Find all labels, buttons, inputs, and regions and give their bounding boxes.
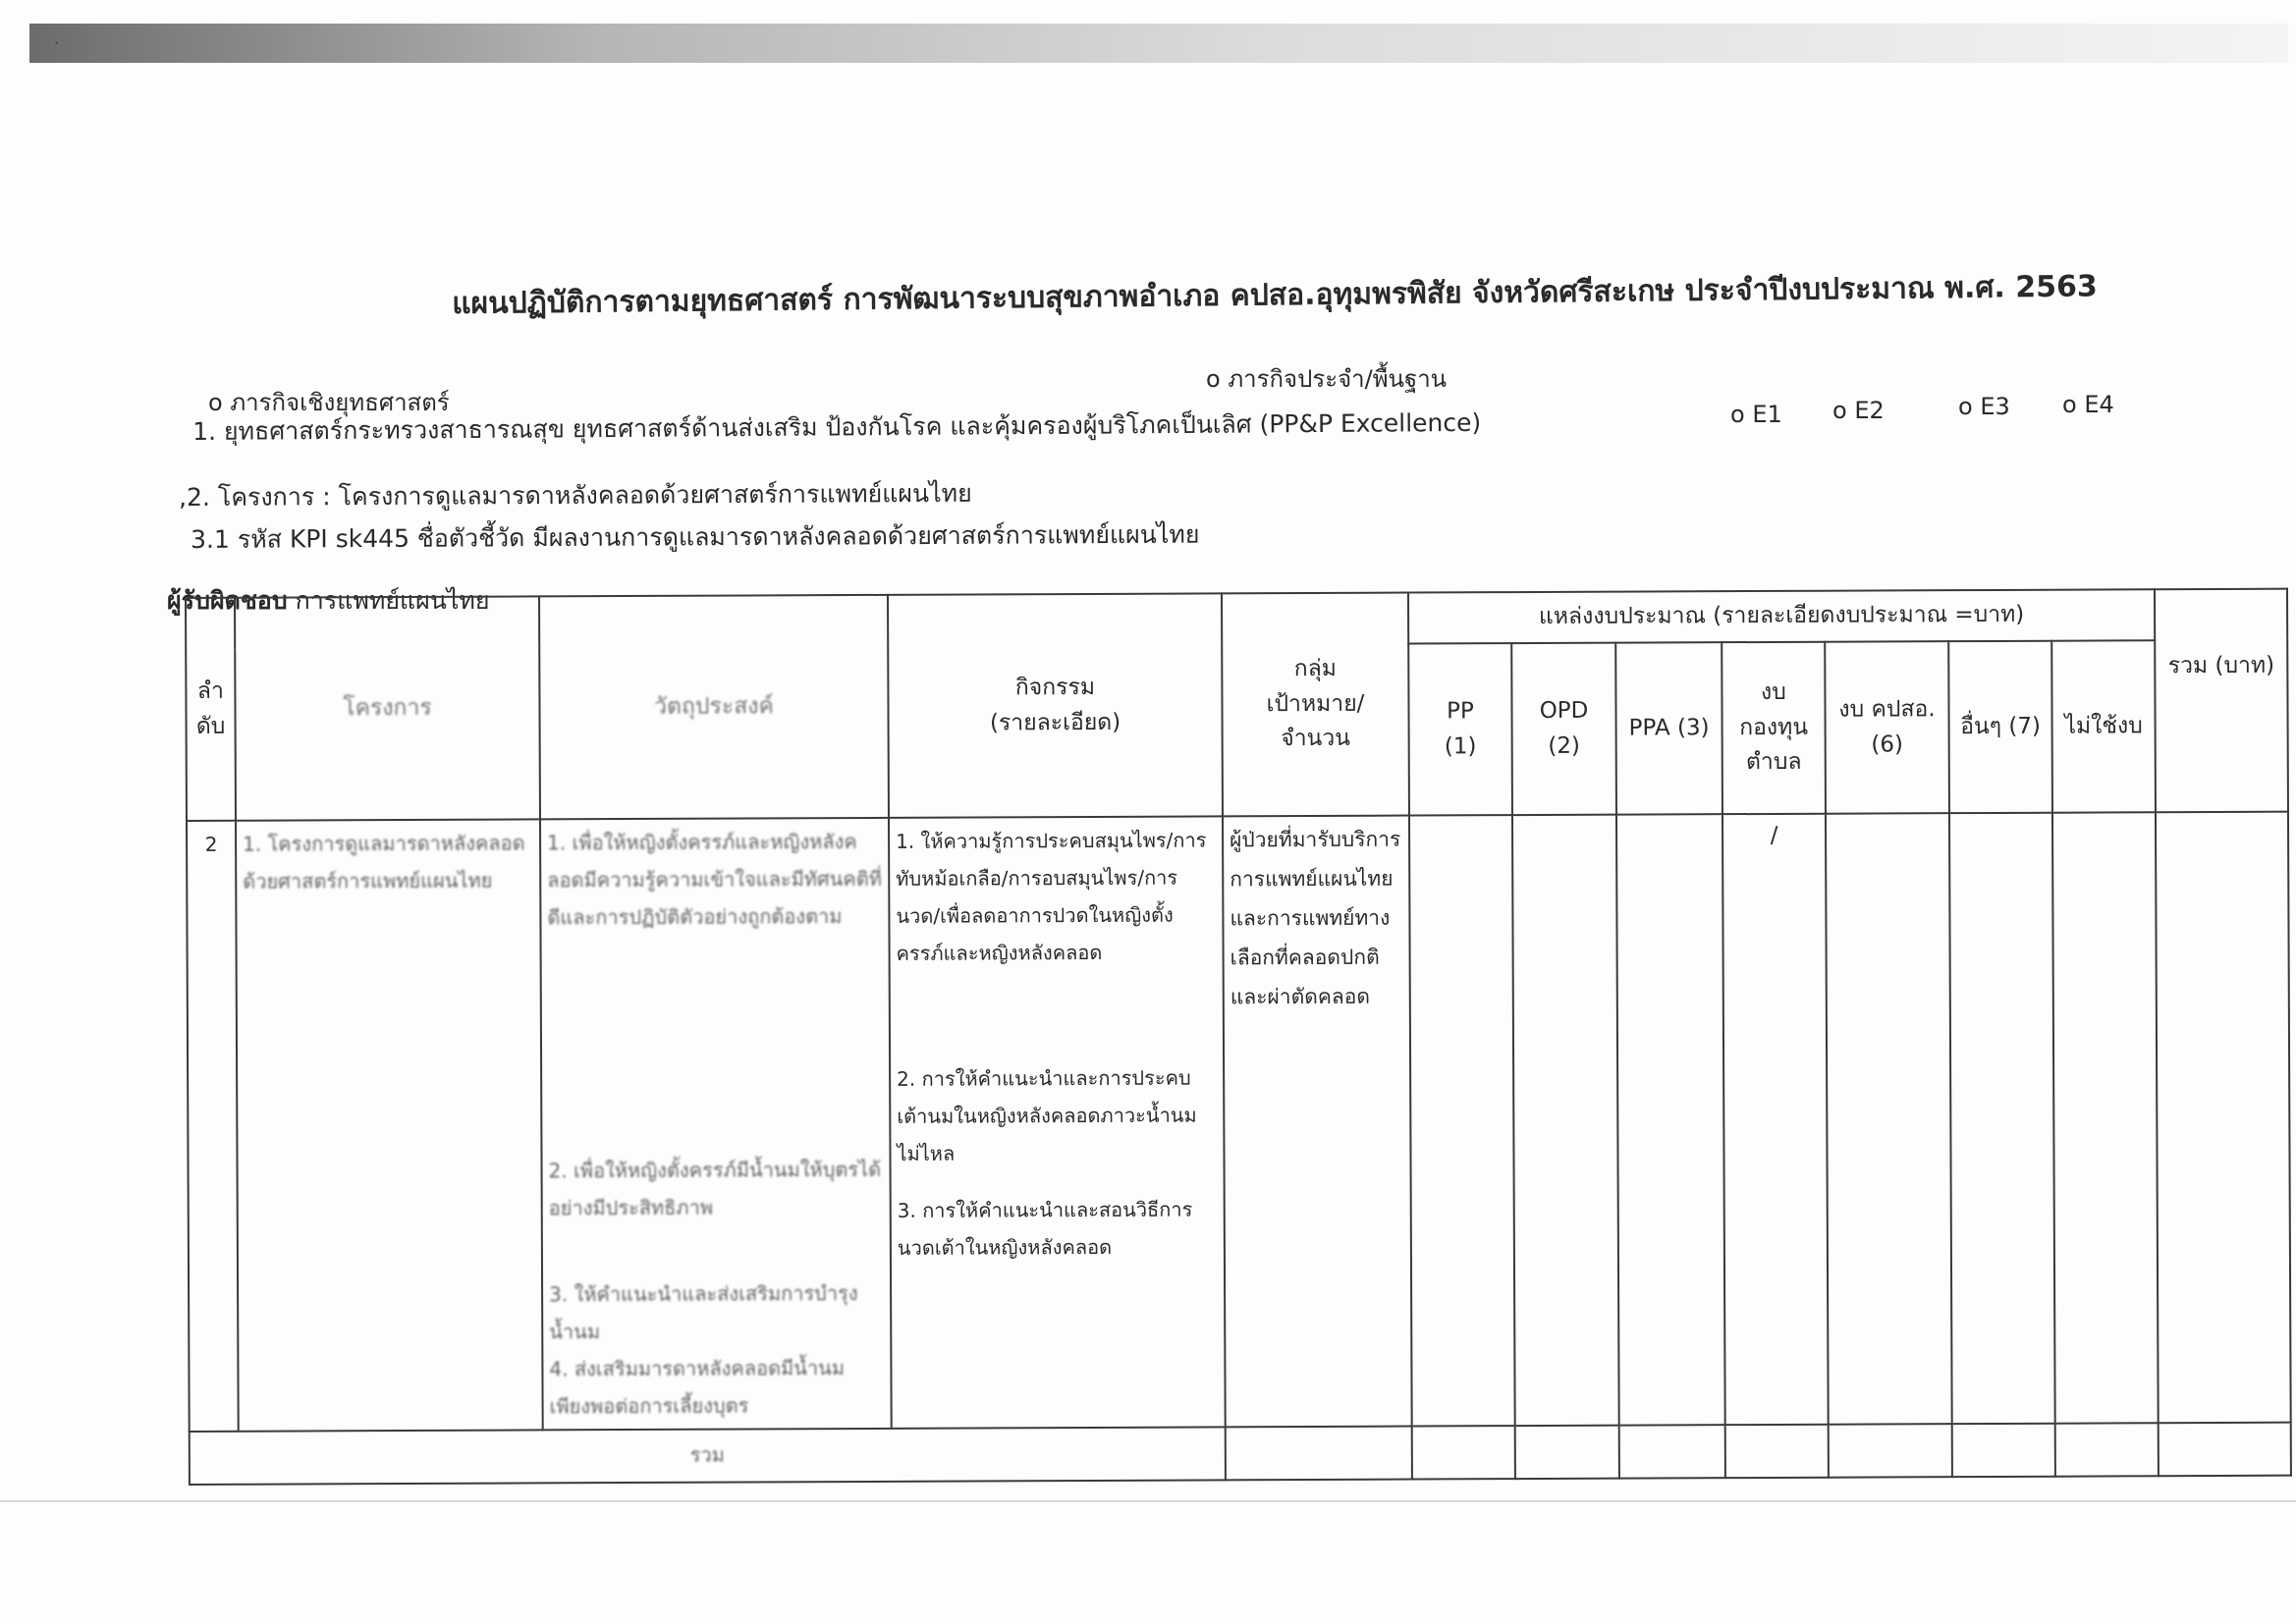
- total-label-cell: [190, 1427, 1226, 1485]
- objective-3: 3. ให้คำแนะนำและส่งเสริมการบำรุงน้ำนม: [549, 1281, 858, 1344]
- row-fund-mark: /: [1722, 814, 1829, 1425]
- row-seq: 2: [187, 821, 239, 1432]
- e4-option: o E4: [2062, 391, 2114, 418]
- row-pp: [1409, 815, 1515, 1426]
- activity-3: 3. การให้คำแนะนำและสอนวิธีการนวดเต้าในหญิงหลังคลอด: [897, 1197, 1193, 1260]
- row-ppa: [1616, 814, 1725, 1425]
- document-title: แผนปฏิบัติการตามยุทธศาสตร์ การพัฒนาระบบสุขภาพอำเภอ คปสอ.อุทุมพรพิสัย จังหวัดศรีสะเกษ ประจำปีงบประมาณ พ.ศ. 2563: [452, 269, 2098, 321]
- row-activities: [889, 816, 1226, 1428]
- header-budget-group: แหล่งงบประมาณ (รายละเอียดงบประมาณ =บาท): [1408, 589, 2155, 643]
- scan-edge-bar: [29, 24, 2288, 63]
- header-fund: งบ กองทุน ตำบล: [1722, 642, 1826, 814]
- table-row: [187, 812, 2291, 1432]
- header-objective: วัตถุประสงค์: [539, 595, 889, 820]
- activity-2: 2. การให้คำแนะนำและการประคบเต้านมในหญิงหลังคลอดภาวะน้ำนมไม่ไหล: [897, 1065, 1197, 1165]
- responsible-label: ผู้รับผิดชอบ: [167, 586, 288, 615]
- row-cup: [1826, 813, 1952, 1425]
- e2-option: o E2: [1832, 397, 1885, 424]
- total-row: [190, 1423, 2291, 1485]
- scan-bottom-line: [0, 1500, 2296, 1502]
- total-label: รวม: [689, 1442, 725, 1467]
- plan-table: [185, 588, 2292, 1486]
- objective-1: 1. เพื่อให้หญิงตั้งครรภ์และหญิงหลังคลอดมีความรู้ความเข้าใจและมีทัศนคติที่ดีและการปฏิบัติตัวอย่างถูกต้องตาม: [547, 830, 882, 930]
- header-ppa: PPA (3): [1615, 642, 1722, 814]
- header-opd: OPD (2): [1511, 643, 1616, 815]
- header-total: รวม (บาท): [2155, 589, 2288, 813]
- activity-1: 1. ให้ความรู้การประคบสมุนไพร/การทับหม้อเกลือ/การอบสมุนไพร/การนวด/เพื่อลดอาการปวดในหญิงตั้งครรภ์และหญิงหลังคลอด: [896, 828, 1207, 965]
- header-pp: PP (1): [1408, 643, 1512, 815]
- mission-strategic-option: o ภารกิจเชิงยุทธศาสตร์: [208, 389, 450, 416]
- row-project: 1. โครงการดูแลมารดาหลังคลอดด้วยศาสตร์การแพทย์แผนไทย: [236, 819, 543, 1431]
- row-opd: [1512, 815, 1619, 1426]
- kpi-line: 3.1 รหัส KPI sk445 ชื่อตัวชี้วัด มีผลงานการดูแลมารดาหลังคลอดด้วยศาสตร์การแพทย์แผนไทย: [191, 519, 1200, 554]
- row-other: [1949, 813, 2055, 1424]
- header-cup: งบ คปสอ. (6): [1825, 641, 1949, 814]
- responsible-value: การแพทย์แผนไทย: [295, 586, 490, 615]
- row-objectives: [540, 818, 892, 1431]
- mission-routine-option: o ภารกิจประจำ/พื้นฐาน: [1206, 365, 1448, 393]
- row-no-budget: [2052, 812, 2159, 1423]
- row-target: ผู้ป่วยที่มารับบริการการแพทย์แผนไทยและการแพทย์ทางเลือกที่คลอดปกติและผ่าตัดคลอด: [1223, 816, 1412, 1428]
- e3-option: o E3: [1958, 393, 2010, 420]
- header-activity: กิจกรรม (รายละเอียด): [888, 593, 1223, 817]
- objective-2: 2. เพื่อให้หญิงตั้งครรภ์มีน้ำนมให้บุตรได้อย่างมีประสิทธิภาพ: [548, 1157, 882, 1220]
- header-project: โครงการ: [235, 596, 540, 820]
- header-no-budget: ไม่ใช้งบ: [2051, 640, 2156, 812]
- project-line: ,2. โครงการ : โครงการดูแลมารดาหลังคลอดด้วยศาสตร์การแพทย์แผนไทย: [179, 478, 972, 512]
- header-seq: ลำ ดับ: [186, 598, 236, 821]
- e1-option: o E1: [1730, 401, 1782, 428]
- strategy-line: 1. ยุทธศาสตร์กระทรวงสาธารณสุข ยุทธศาสตร์ด้านส่งเสริม ป้องกันโรค และคุ้มครองผู้บริโภคเป็นเลิศ (PP&P Excellence): [192, 407, 1482, 446]
- objective-4: 4. ส่งเสริมมารดาหลังคลอดมีน้ำนมเพียงพอต่อการเลี้ยงบุตร: [549, 1356, 846, 1419]
- row-total: [2156, 812, 2291, 1424]
- scan-mark: ᐧ: [54, 33, 59, 54]
- header-target: กลุ่ม เป้าหมาย/ จำนวน: [1222, 593, 1409, 817]
- header-other: อื่นๆ (7): [1948, 641, 2052, 813]
